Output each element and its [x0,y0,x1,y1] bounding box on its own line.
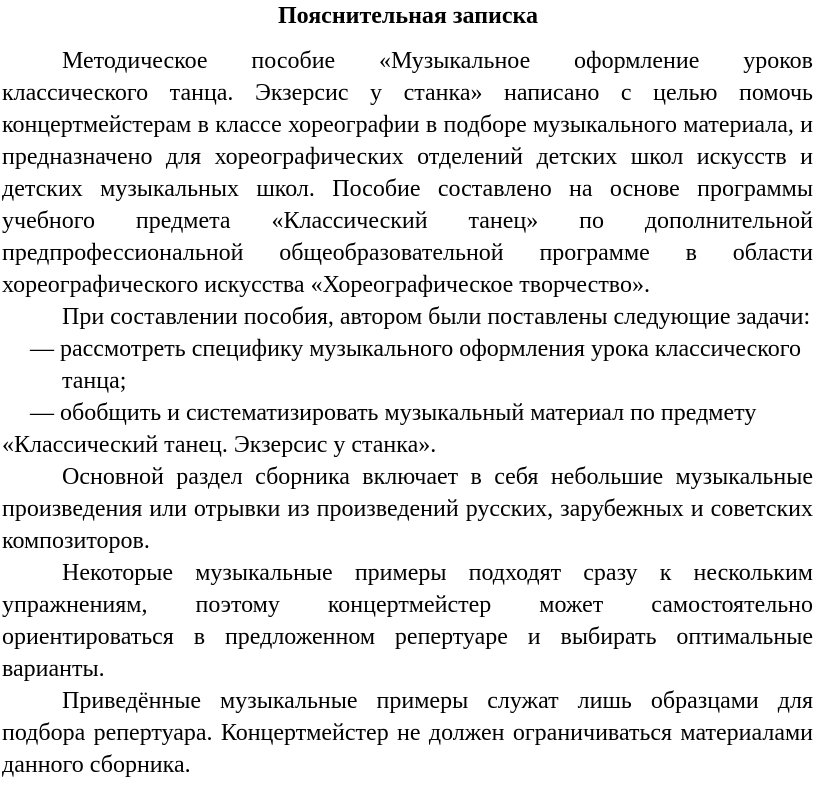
paragraph-tasks-heading: При составлении пособия, автором были поставлены следующие задачи: [62,304,811,330]
paragraph-main-section: Основной раздел сборника включает в себя небольшие музыкальные произведения или отрывки из произведений русских, зарубежных и советских композиторов. [2,464,813,554]
list-item-task-2-continuation: «Классический танец. Экзерсис у станка». [2,432,437,458]
paragraph-examples: Некоторые музыкальные примеры подходят сразу к нескольким упражнениям, поэтому концертмейстер может самостоятельно ориентироваться в предложенном репертуаре и выбирать оптимальные варианты. [2,560,813,682]
paragraph-repertoire: Приведённые музыкальные примеры служат лишь образцами для подбора репертуара. Концертмейстер не должен ограничиваться материалами данного сборника. [2,688,813,778]
paragraph-intro: Методическое пособие «Музыкальное оформление уроков классического танца. Экзерсис у станка» написано с целью помочь концертмейстерам в классе хореографии в подборе музыкального материала, и предназначено для хореографических отделений детских школ искусств и детских музыкальных школ. Пособие составлено на основе программы учебного предмета «Классический танец» по дополнительной предпрофессиональной общеобразовательной программе в области хореографического искусства «Хореографическое творчество». [2,48,813,298]
document-title: Пояснительная записка [277,3,538,29]
list-item-task-2: — обобщить и систематизировать музыкальный материал по предмету [30,400,757,426]
list-item-task-1: — рассмотреть специфику музыкального оформления урока классического танца; [30,336,801,394]
document-body [2,45,813,781]
